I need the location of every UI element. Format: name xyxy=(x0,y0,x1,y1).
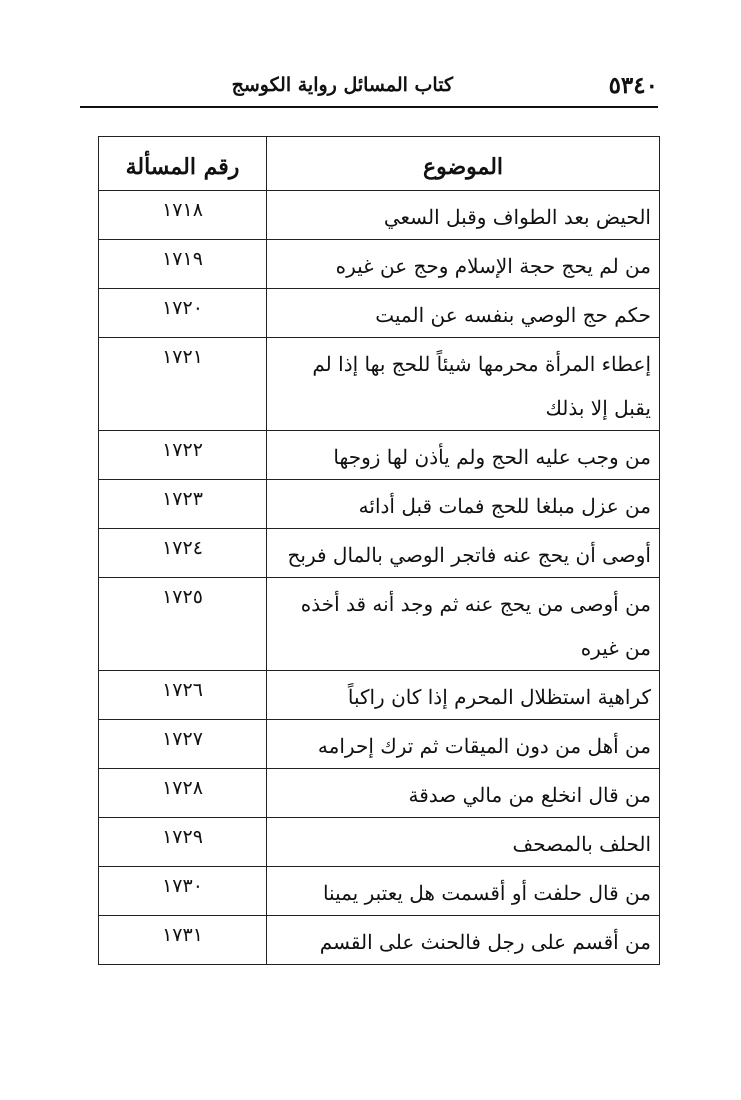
number-cell: ١٧٣١ xyxy=(99,916,267,965)
topic-cell: من قال حلفت أو أقسمت هل يعتبر يمينا xyxy=(267,867,660,916)
number-cell: ١٧٢٩ xyxy=(99,818,267,867)
topic-cell: من أقسم على رجل فالحنث على القسم xyxy=(267,916,660,965)
number-column-header: رقم المسألة xyxy=(99,137,267,191)
number-cell: ١٧٢١ xyxy=(99,338,267,431)
topic-cell: الحيض بعد الطواف وقبل السعي xyxy=(267,191,660,240)
topic-cell: كراهية استظلال المحرم إذا كان راكباً xyxy=(267,671,660,720)
table-row xyxy=(99,480,660,529)
topic-cell: من لم يحج حجة الإسلام وحج عن غيره xyxy=(267,240,660,289)
table-row xyxy=(99,769,660,818)
table-row xyxy=(99,240,660,289)
topic-cell: من قال انخلع من مالي صدقة xyxy=(267,769,660,818)
number-cell: ١٧٢٣ xyxy=(99,480,267,529)
number-cell: ١٧٢٨ xyxy=(99,769,267,818)
number-cell: ١٧١٨ xyxy=(99,191,267,240)
number-cell: ١٧٢٥ xyxy=(99,578,267,671)
page-number: ٥٣٤٠ xyxy=(608,72,658,99)
topic-cell: من وجب عليه الحج ولم يأذن لها زوجها xyxy=(267,431,660,480)
number-cell: ١٧٢٧ xyxy=(99,720,267,769)
number-cell: ١٧٢٦ xyxy=(99,671,267,720)
number-cell: ١٧٢٤ xyxy=(99,529,267,578)
topics-table xyxy=(98,136,660,965)
table-row xyxy=(99,578,660,671)
topic-cell: حكم حج الوصي بنفسه عن الميت xyxy=(267,289,660,338)
topic-cell: من أهل من دون الميقات ثم ترك إحرامه xyxy=(267,720,660,769)
table-header-row xyxy=(99,137,660,191)
table-row xyxy=(99,191,660,240)
running-title: كتاب المسائل رواية الكوسج xyxy=(231,74,453,96)
page-header xyxy=(80,70,658,108)
topic-cell: من عزل مبلغا للحج فمات قبل أدائه xyxy=(267,480,660,529)
number-cell: ١٧٢٠ xyxy=(99,289,267,338)
table-row xyxy=(99,818,660,867)
table-row xyxy=(99,289,660,338)
table-row xyxy=(99,431,660,480)
topic-column-header: الموضوع xyxy=(267,137,660,191)
number-cell: ١٧٢٢ xyxy=(99,431,267,480)
table-row xyxy=(99,338,660,431)
topic-cell: إعطاء المرأة محرمها شيئاً للحج بها إذا لم يقبل إلا بذلك xyxy=(267,338,660,431)
topic-cell: من أوصى من يحج عنه ثم وجد أنه قد أخذه من غيره xyxy=(267,578,660,671)
table-row xyxy=(99,720,660,769)
number-cell: ١٧١٩ xyxy=(99,240,267,289)
table-row xyxy=(99,529,660,578)
number-cell: ١٧٣٠ xyxy=(99,867,267,916)
topic-cell: الحلف بالمصحف xyxy=(267,818,660,867)
table-row xyxy=(99,671,660,720)
table-row xyxy=(99,916,660,965)
topic-cell: أوصى أن يحج عنه فاتجر الوصي بالمال فربح xyxy=(267,529,660,578)
table-row xyxy=(99,867,660,916)
